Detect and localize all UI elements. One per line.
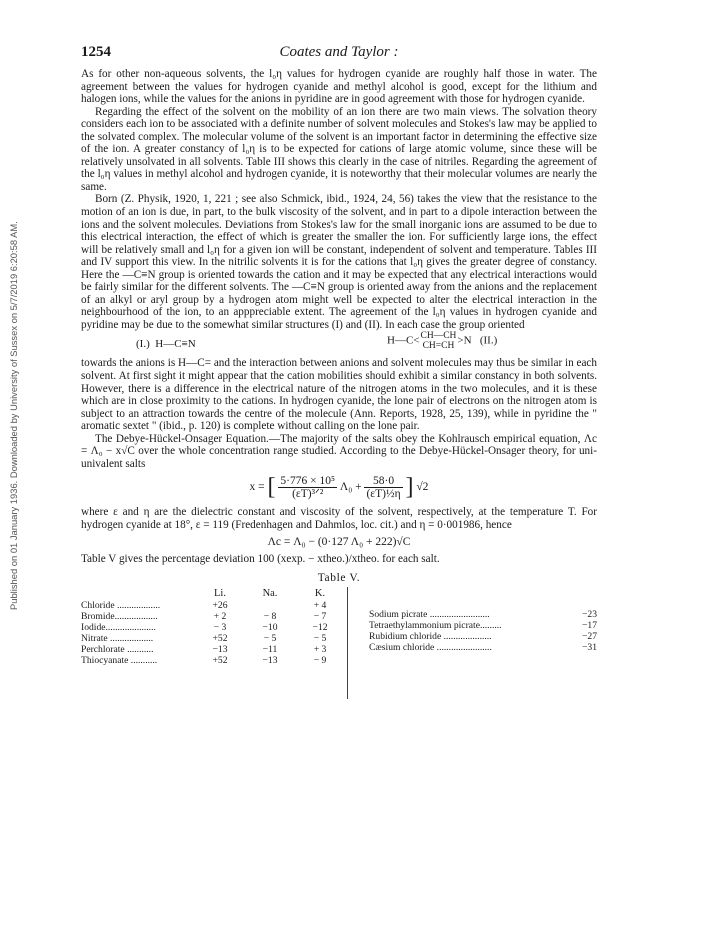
structure-I xyxy=(136,338,196,350)
k-value: − 9 xyxy=(313,655,327,667)
ion-name: Iodide..................... xyxy=(81,622,156,634)
deviation-value: −23 xyxy=(581,609,597,621)
k-value: + 3 xyxy=(313,644,327,656)
ring-bottom: CH=CH xyxy=(422,341,455,352)
ion-name: Chloride .................. xyxy=(81,600,161,612)
na-value: −13 xyxy=(262,655,278,667)
table-row xyxy=(81,655,347,666)
table-title: Table V. xyxy=(317,572,361,585)
table-row xyxy=(81,600,347,611)
li-value: − 3 xyxy=(213,622,227,634)
paragraph-6: where ε and η are the dielectric constant and viscosity of the solvent, respectively, at the temperature T. For hydrogen cyanide at 18°, ε = 119 (Fredenhagen and Dahmlos, loc. cit.) and η = 0·001986, hence xyxy=(81,506,597,531)
paragraph-2: Regarding the effect of the solvent on the mobility of an ion there are two main views. The solvation theory considers each ion to be associated with a definite number of solvent molecules and Stokes's law may be applied to the solvated complex. The molecular volume of the solvent is an important factor in determining the effective size of the ion. A greater constancy of l₀η is to be expected for cations of large atomic volume, since these will be relatively unsolvated in all solvents. Table III shows this clearly in the case of nitriles. Regarding the agreement of the l₀η values in methyl alcohol and hydrogen cyanide, it is noteworthy that their molecular volumes are nearly the same. xyxy=(81,105,597,193)
table-row xyxy=(369,609,597,620)
structure-formulae xyxy=(81,331,597,357)
column-header: Na. xyxy=(262,588,278,600)
eq1-mid: Λ₀ + xyxy=(339,481,362,494)
k-value: − 7 xyxy=(313,611,327,623)
table-row xyxy=(369,642,597,653)
salt-name: Rubidium chloride .................... xyxy=(369,631,492,643)
k-value: + 4 xyxy=(313,600,327,612)
k-value: −12 xyxy=(312,622,328,634)
paragraph-1: As for other non-aqueous solvents, the l₀η values for hydrogen cyanide are roughly half those in water. The agreement between the values for hydrogen cyanide and methyl alcohol is good, except for the lithium and halogen ions, while the values for the anions in pyridine are in good agreement with those for hydrogen cyanide. xyxy=(81,68,597,106)
download-notice-text: Published on 01 January 1936. Downloaded by University of Sussex on 5/7/2019 6:20:58 AM. xyxy=(8,221,19,610)
column-header: K. xyxy=(314,588,326,600)
li-value: +52 xyxy=(212,633,228,645)
deviation-value: −31 xyxy=(581,642,597,654)
table-header-row xyxy=(81,587,347,600)
salt-name: Cæsium chloride ....................... xyxy=(369,642,492,654)
li-value: −13 xyxy=(212,644,228,656)
paragraph-7: Table V gives the percentage deviation 100 (xexp. − xtheo.)/xtheo. for each salt. xyxy=(81,552,440,565)
table-row xyxy=(369,631,597,642)
li-value: + 2 xyxy=(213,611,227,623)
table-left xyxy=(81,587,347,666)
na-value: − 5 xyxy=(263,633,277,645)
pyridine-ring xyxy=(421,331,457,351)
k-value: − 5 xyxy=(313,633,327,645)
hcn-equation: Λc = Λ₀ − (0·127 Λ₀ + 222)√C xyxy=(267,535,411,548)
table-row xyxy=(81,633,347,644)
deviation-table xyxy=(81,587,597,699)
paragraph-3: Born (Z. Physik, 1920, 1, 221 ; see also Schmick, ibid., 1924, 24, 56) takes the view that the resistance to the motion of an ion is due, in part, to the bulk viscosity of the solvent, and in part to a dipole interaction between the ions and the solvent molecules. Deviations from Stokes's law for the small inorganic ions are assumed to be due to this electrical interaction, the effect of which is greater the smaller the ion. For sufficiently large ions, the effect will be relatively small and l₀η for a given ion will be constant, independent of solvent and temperature. Tables III and IV support this view. In the nitrilic solvents it is for the cations that l₀η gives the greater degree of constancy. Here the —C≡N group is oriented towards the cation and it may be expected that any electrical interactions would be fairly similar for the different solvents. The —C≡N group is oriented away from the anions and the replacement of an alkyl or aryl group by a hydrogen atom might well be expected to alter the electrical interaction in the neighbourhood of the ion, to an apppreciable extent. The agreement of the l₀η values in hydrogen cyanide and pyridine may be due to the somewhat similar structures (I) and (II). In each case the group oriented xyxy=(81,193,597,331)
structure-I-formula: H—C≡N xyxy=(155,338,196,351)
eq1-den1: (εT)³ᐟ² xyxy=(292,488,324,501)
ion-name: Nitrate .................. xyxy=(81,633,154,645)
eq1-lhs: x = xyxy=(249,481,265,494)
eq1-tail: √2 xyxy=(416,481,429,494)
running-head: Coates and Taylor : xyxy=(279,44,399,60)
structure-II-label: (II.) xyxy=(479,335,498,348)
structure-II-suffix: N xyxy=(463,335,472,348)
eq1-num1: 5·776 × 10⁵ xyxy=(280,475,335,488)
na-value: − 8 xyxy=(263,611,277,623)
ion-name: Thiocyanate ........... xyxy=(81,655,158,667)
salt-name: Tetraethylammonium picrate......... xyxy=(369,620,502,632)
li-value: +52 xyxy=(212,655,228,667)
table-row xyxy=(81,611,347,622)
ring-top: CH—CH xyxy=(420,331,457,342)
paragraph-4: towards the anions is H—C= and the interaction between anions and solvent molecules may thus be similar in each solvent. At first sight it might appear that the cation mobilities should exhibit a similar constancy in both solvents. However, there is a difference in the electrical nature of the nitrogen atoms in the two molecules, and it is these which are in close proximity to the cations. In hydrogen cyanide, the lone pair of electrons on the nitrogen atom is subject to an attraction towards the centre of the molecule (Ann. Reports, 1928, 25, 139), while in pyridine the " aromatic sextet " (ibid., p. 120) is complete without calling on the lone pair. xyxy=(81,357,597,433)
na-value: −10 xyxy=(262,622,278,634)
eq1-fraction-1 xyxy=(278,475,337,500)
eq1-den2: (εT)½η xyxy=(366,488,401,501)
na-value: −11 xyxy=(262,644,278,656)
table-right xyxy=(369,609,597,653)
table-row xyxy=(81,644,347,655)
eq1-num2: 58·0 xyxy=(364,475,402,488)
ion-name: Perchlorate ........... xyxy=(81,644,154,656)
deviation-value: −27 xyxy=(581,631,597,643)
structure-II-prefix: H—C xyxy=(387,335,414,348)
page-number: 1254 xyxy=(81,44,111,60)
page-header xyxy=(81,44,597,68)
structure-II: H—C< CH—CH CH=CH >N (II.) xyxy=(387,331,498,352)
table-row xyxy=(369,620,597,631)
table-divider xyxy=(347,587,348,699)
deviation-value: −17 xyxy=(581,620,597,632)
column-header: Li. xyxy=(214,588,226,600)
salt-name: Sodium picrate ......................... xyxy=(369,609,490,621)
eq1-fraction-2 xyxy=(364,475,402,500)
na-value xyxy=(245,600,295,611)
structure-I-label: (I.) xyxy=(136,338,150,351)
journal-page xyxy=(81,44,597,699)
li-value: +26 xyxy=(212,600,228,612)
table-row xyxy=(81,622,347,633)
paragraph-5: The Debye-Hückel-Onsager Equation.—The majority of the salts obey the Kohlrausch empirical equation, Λc = Λ₀ − x√C over the whole concentration range studied. According to the Debye-Hückel-Onsager theory, for uni-univalent salts xyxy=(81,432,597,470)
ion-name: Bromide.................. xyxy=(81,611,158,623)
onsager-equation: x = [ $\frac{\text{5·776 × 10⁵}}{\text{(εT)³ᐟ²}}$ Λ₀ + $\frac{58\cdot 0}{\text{(εT)½η}}$ ] √2 xyxy=(249,474,429,501)
download-notice xyxy=(8,170,22,610)
